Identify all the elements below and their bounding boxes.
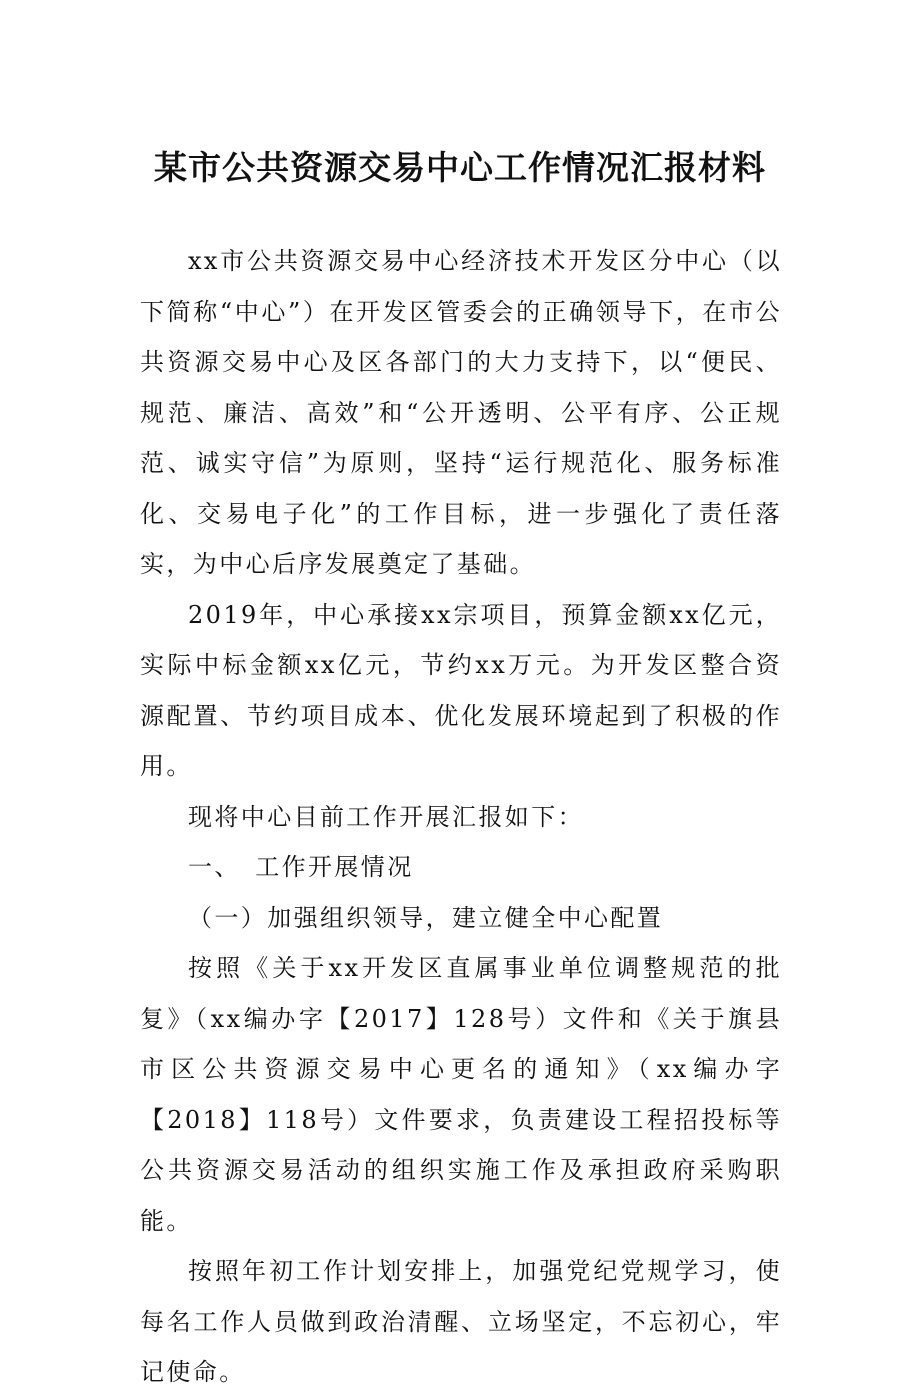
paragraph-documents: 按照《关于xx开发区直属事业单位调整规范的批复》（xx编办字【2017】128号）文件和《关于旗县市区公共资源交易中心更名的通知》（xx编办字【2018】118号）文件要求，负责建设工程招投标等公共资源交易活动的组织实施工作及承担政府采购职能。 [140, 954, 782, 1235]
document-title: 某市公共资源交易中心工作情况汇报材料 [154, 148, 766, 187]
subsection-heading-1: （一）加强组织领导，建立健全中心配置 [188, 903, 664, 932]
paragraph-statistics: 2019年，中心承接xx宗项目，预算金额xx亿元，实际中标金额xx亿元，节约xx万元。为开发区整合资源配置、节约项目成本、优化发展环境起到了积极的作用。 [140, 600, 782, 780]
section-heading-1: 一、 工作开展情况 [188, 853, 414, 881]
paragraph-report-lead: 现将中心目前工作开展汇报如下： [188, 802, 584, 831]
paragraph-intro: xx市公共资源交易中心经济技术开发区分中心（以下简称“中心”）在开发区管委会的正确领导下，在市公共资源交易中心及区各部门的大力支持下，以“便民、规范、廉洁、高效”和“公开透明、公平有序、公正规范、诚实守信”为原则，坚持“运行规范化、服务标准化、交易电子化”的工作目标，进一步强化了责任落实，为中心后序发展奠定了基础。 [140, 247, 782, 578]
paragraph-party-study: 按照年初工作计划安排上，加强党纪党规学习，使每名工作人员做到政治清醒、立场坚定，不忘初心，牢记使命。 [140, 1257, 782, 1386]
document-body [140, 236, 782, 1398]
